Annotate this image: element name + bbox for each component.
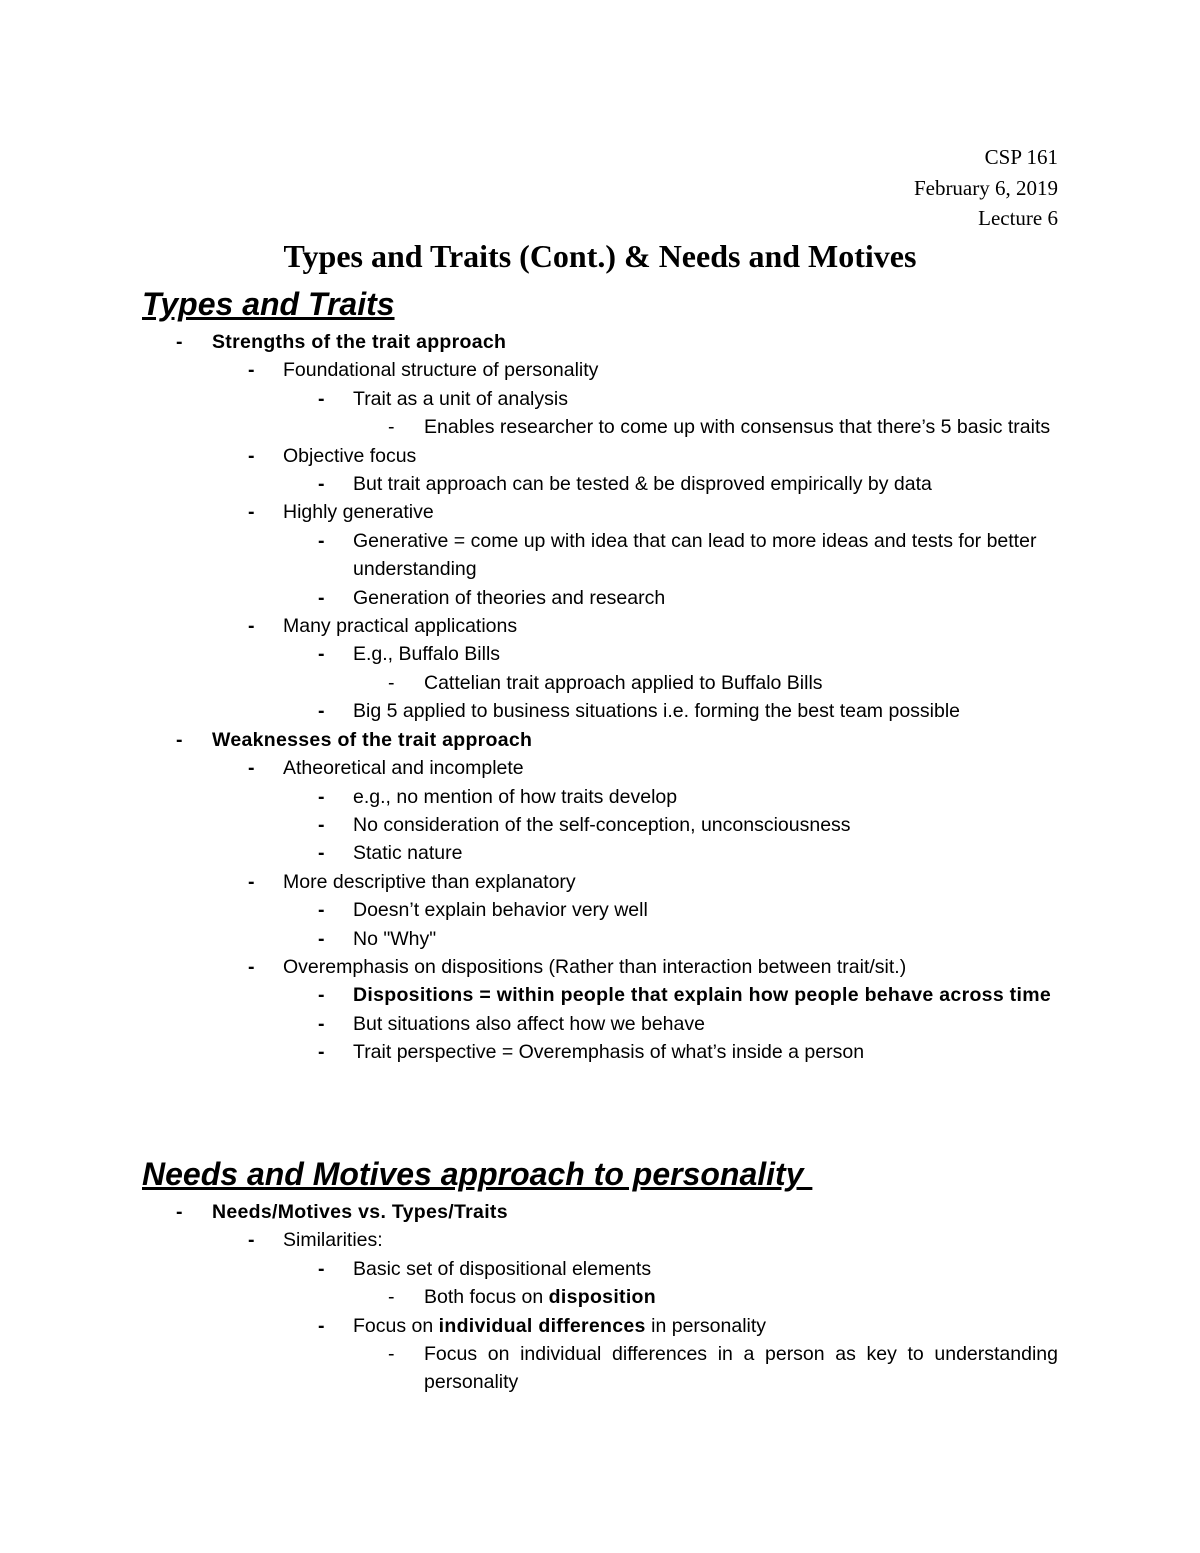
list-item: - Dispositions = within people that explain how people behave across time <box>318 984 1051 1007</box>
list-item: - Similarities: <box>248 1229 383 1252</box>
list-item: - Objective focus <box>248 444 417 467</box>
list-item: - No "Why" <box>318 927 437 950</box>
list-item: - Trait perspective = Overemphasis of what’s inside a person <box>318 1041 865 1064</box>
list-item: - No consideration of the self-conception, unconsciousness <box>318 813 851 836</box>
list-item: - Many practical applications <box>248 615 518 638</box>
list-item: - Overemphasis on dispositions (Rather than interaction between trait/sit.) <box>248 955 907 978</box>
list-item: - Strengths of the trait approach <box>176 331 507 353</box>
lecture-number: Lecture 6 <box>978 206 1058 230</box>
document-title: Types and Traits (Cont.) & Needs and Motives <box>283 238 917 274</box>
types-traits-outline <box>0 328 1200 1067</box>
list-item: - Big 5 applied to business situations i.e. forming the best team possible <box>318 700 961 723</box>
list-item: - Foundational structure of personality <box>248 359 599 382</box>
list-item: - Enables researcher to come up with consensus that there’s 5 basic traits <box>388 416 1051 439</box>
lecture-date: February 6, 2019 <box>913 176 1058 200</box>
list-item: - Weaknesses of the trait approach <box>176 728 533 751</box>
course-code: CSP 161 <box>984 145 1058 169</box>
needs-motives-outline <box>0 1198 1200 1397</box>
list-item: - Atheoretical and incomplete <box>248 757 524 780</box>
list-item: - But trait approach can be tested & be disproved empirically by data <box>318 473 932 496</box>
list-item: - e.g., no mention of how traits develop <box>318 785 678 808</box>
section-heading-needs-motives: Needs and Motives approach to personality <box>142 1156 813 1192</box>
list-item: - Doesn’t explain behavior very well <box>318 899 648 922</box>
list-item: - Focus on individual differences in personality <box>318 1314 767 1337</box>
list-item: - More descriptive than explanatory <box>248 870 576 893</box>
list-item: - Both focus on disposition <box>388 1286 656 1309</box>
section-heading-types-traits: Types and Traits <box>142 286 395 322</box>
list-item: - E.g., Buffalo Bills <box>318 643 501 666</box>
list-item: - But situations also affect how we behave <box>318 1012 705 1035</box>
list-item: - Generation of theories and research <box>318 586 666 609</box>
list-item: - Basic set of dispositional elements <box>318 1257 652 1280</box>
list-item: - Needs/Motives vs. Types/Traits <box>176 1201 508 1223</box>
list-item: - Generative = come up with idea that can lead to more ideas and tests for better understanding <box>318 529 1037 581</box>
list-item: - Focus on individual differences in a person as key to understanding personality <box>388 1343 1058 1394</box>
list-item: - Trait as a unit of analysis <box>318 387 568 410</box>
list-item: - Cattelian trait approach applied to Buffalo Bills <box>388 671 823 694</box>
list-item: - Highly generative <box>248 501 434 524</box>
list-item: - Static nature <box>318 842 463 865</box>
